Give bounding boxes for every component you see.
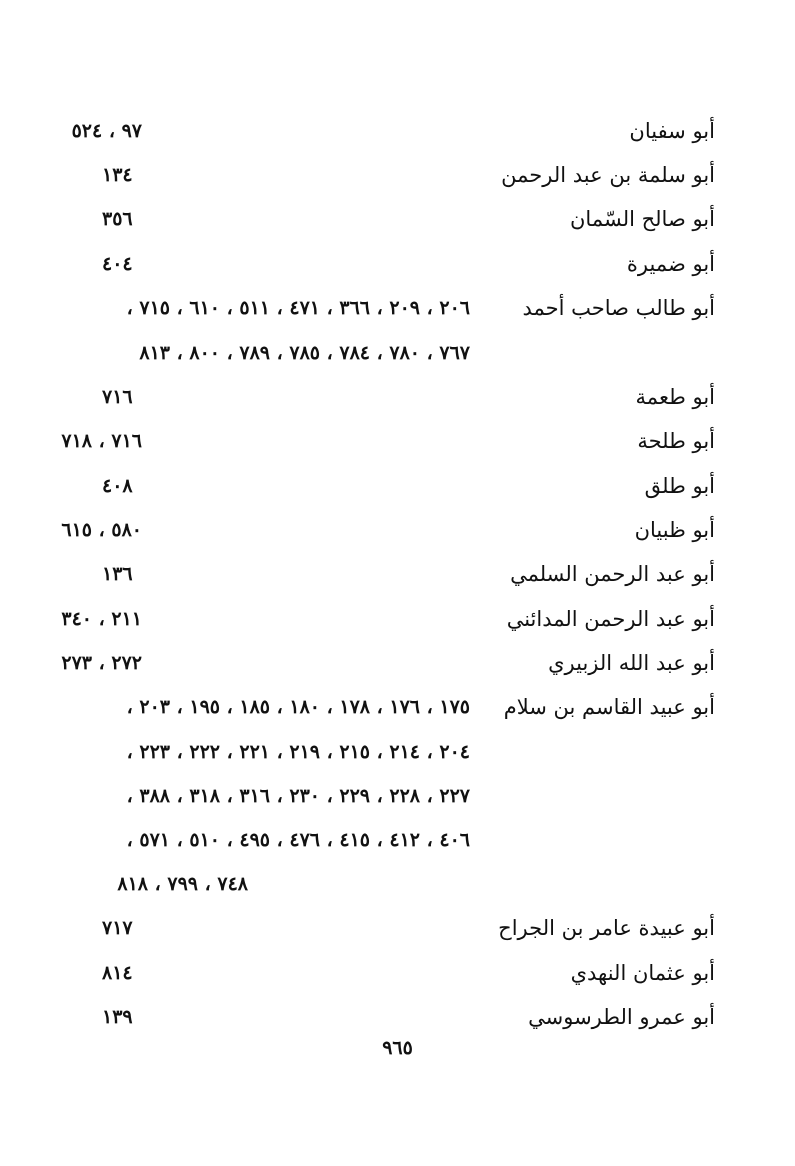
index-entry-continuation [0, 869, 795, 913]
entry-pages: ١٧٥ ، ١٧٦ ، ١٧٨ ، ١٨٠ ، ١٨٥ ، ١٩٥ ، ٢٠٣ ، [126, 696, 470, 718]
index-entry [0, 471, 795, 515]
index-entry [0, 160, 795, 204]
index-entry [0, 204, 795, 248]
entry-name: أبو عبيدة عامر بن الجراح [498, 916, 715, 940]
entry-pages: ٢٠٤ ، ٢١٤ ، ٢١٥ ، ٢١٩ ، ٢٢١ ، ٢٢٢ ، ٢٢٣ ، [126, 741, 470, 763]
entry-pages: ١٣٦ [102, 563, 133, 585]
index-entry-continuation [0, 781, 795, 825]
index-entry [0, 648, 795, 692]
index-entry [0, 958, 795, 1002]
entry-name: أبو ضميرة [626, 252, 715, 276]
entry-name: أبو عبد الله الزبيري [548, 651, 715, 675]
index-entry-continuation [0, 737, 795, 781]
entry-pages: ٧٦٧ ، ٧٨٠ ، ٧٨٤ ، ٧٨٥ ، ٧٨٩ ، ٨٠٠ ، ٨١٣ [139, 342, 470, 364]
entry-pages: ٧١٧ [102, 917, 133, 939]
entry-pages: ٢٠٦ ، ٢٠٩ ، ٣٦٦ ، ٤٧١ ، ٥١١ ، ٦١٠ ، ٧١٥ ، [126, 297, 470, 319]
entry-pages: ٤٠٨ [102, 475, 133, 497]
index-entry-continuation [0, 825, 795, 869]
entry-pages: ٧١٦ ، ٧١٨ [61, 430, 142, 452]
entry-pages: ٢١١ ، ٣٤٠ [61, 608, 142, 630]
index-entry [0, 293, 795, 337]
entry-name: أبو طلحة [637, 429, 715, 453]
entry-pages: ٨١٤ [102, 962, 133, 984]
entry-name: أبو صالح السّمان [570, 207, 715, 231]
entry-pages: ٧٤٨ ، ٧٩٩ ، ٨١٨ [117, 873, 248, 895]
index-entry [0, 692, 795, 736]
entry-name: أبو عثمان النهدي [570, 961, 715, 985]
entry-pages: ١٣٤ [102, 164, 133, 186]
entry-pages: ٢٢٧ ، ٢٢٨ ، ٢٢٩ ، ٢٣٠ ، ٣١٦ ، ٣١٨ ، ٣٨٨ ، [126, 785, 470, 807]
entry-name: أبو عبيد القاسم بن سلام [503, 695, 715, 719]
entry-pages: ٤٠٤ [102, 253, 133, 275]
entry-pages: ٢٧٢ ، ٢٧٣ [61, 652, 142, 674]
page-number: ٩٦٥ [382, 1037, 413, 1059]
index-entry-continuation [0, 338, 795, 382]
entry-pages: ٧١٦ [102, 386, 133, 408]
index-entry [0, 515, 795, 559]
index-entry [0, 382, 795, 426]
entry-pages: ٥٨٠ ، ٦١٥ [61, 519, 142, 541]
index-entry [0, 249, 795, 293]
entry-pages: ٩٧ ، ٥٢٤ [71, 120, 142, 142]
index-entry [0, 604, 795, 648]
entry-pages: ٤٠٦ ، ٤١٢ ، ٤١٥ ، ٤٧٦ ، ٤٩٥ ، ٥١٠ ، ٥٧١ ، [126, 829, 470, 851]
entry-name: أبو سفيان [629, 119, 715, 143]
entry-pages: ٣٥٦ [102, 208, 133, 230]
index-entry [0, 116, 795, 160]
index-entry [0, 913, 795, 957]
entry-name: أبو عبد الرحمن السلمي [510, 562, 715, 586]
entry-name: أبو ظبيان [634, 518, 715, 542]
index-entry [0, 559, 795, 603]
entry-name: أبو طلق [644, 474, 715, 498]
entry-name: أبو عبد الرحمن المدائني [506, 607, 715, 631]
entry-pages: ١٣٩ [102, 1006, 133, 1028]
entry-name: أبو طعمة [635, 385, 715, 409]
entry-name: أبو سلمة بن عبد الرحمن [501, 163, 715, 187]
entry-name: أبو طالب صاحب أحمد [522, 296, 715, 320]
index-entry [0, 426, 795, 470]
entry-name: أبو عمرو الطرسوسي [528, 1005, 715, 1029]
